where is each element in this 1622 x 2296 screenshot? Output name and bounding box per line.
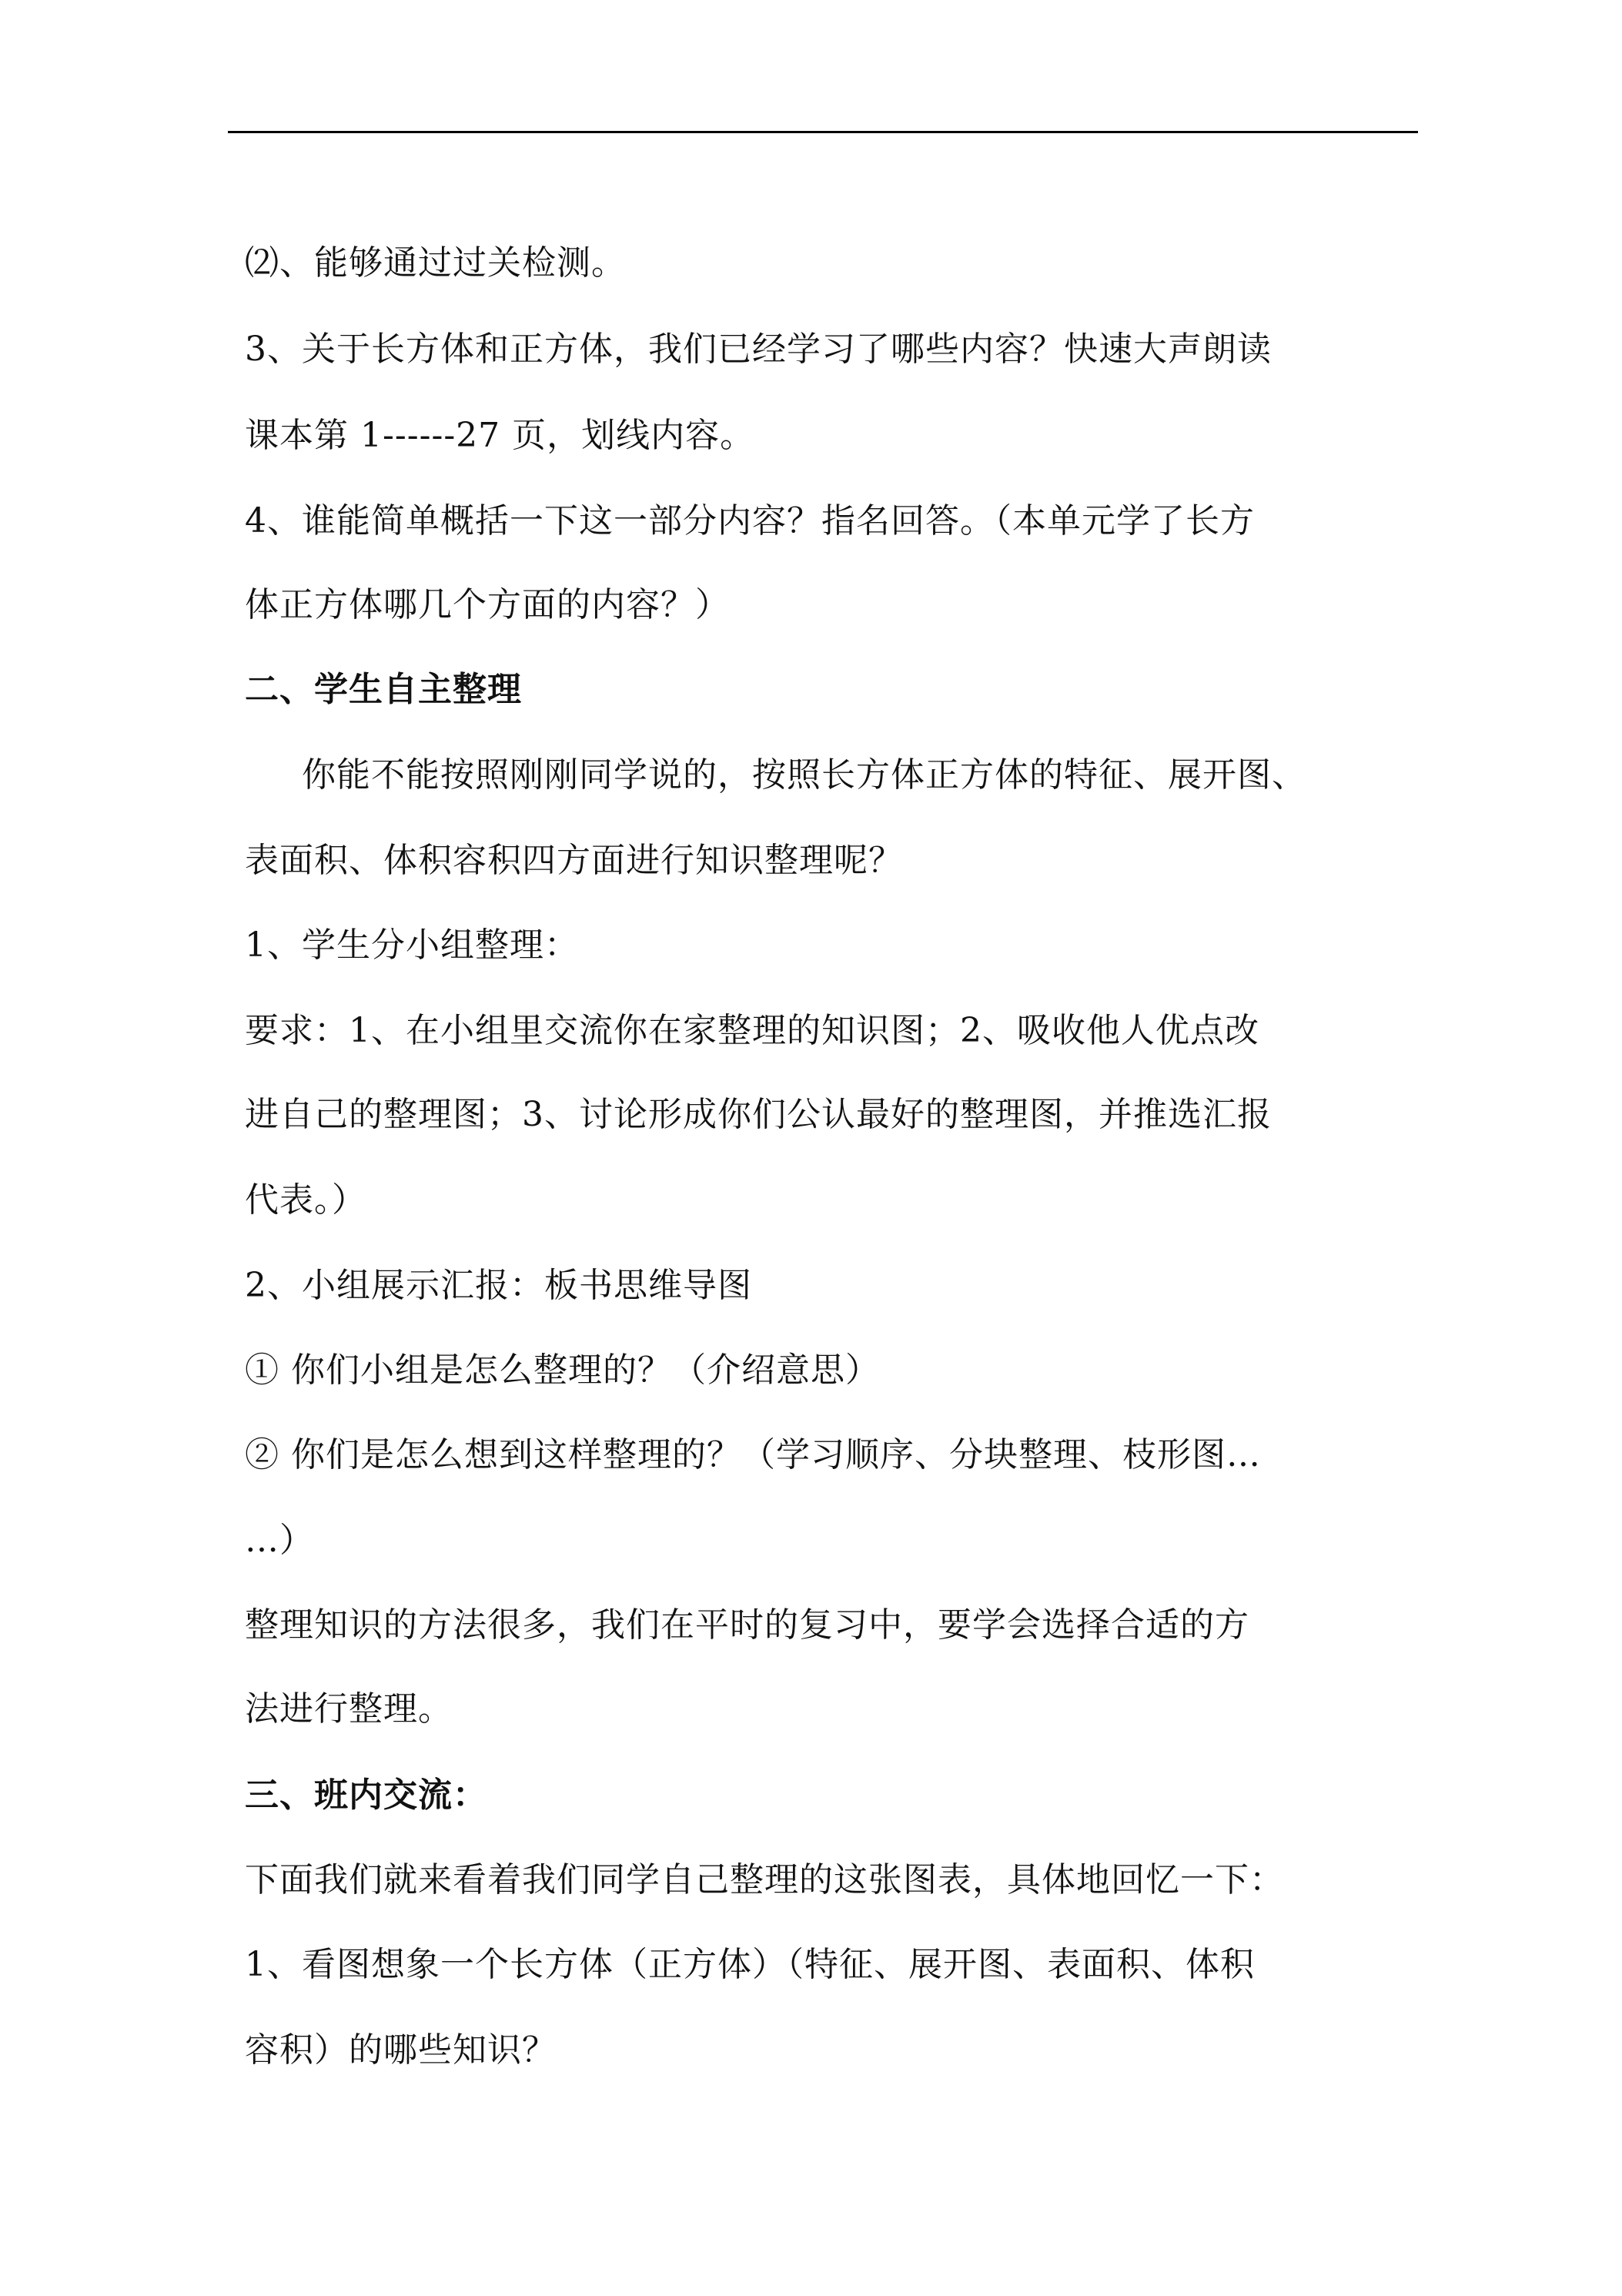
text-line: 整理知识的方法很多，我们在平时的复习中，要学会选择合适的方 — [245, 1605, 1249, 1645]
header-rule — [228, 131, 1418, 133]
text-line: 1、看图想象一个长方体（正方体）（特征、展开图、表面积、体积 — [245, 1945, 1255, 1984]
text-line: 要求：1、在小组里交流你在家整理的知识图；2、吸收他人优点改 — [245, 1011, 1259, 1050]
section-heading: 二、学生自主整理 — [245, 670, 522, 709]
text-line: 法进行整理。 — [245, 1689, 453, 1729]
text-line: 2、小组展示汇报：板书思维导图 — [245, 1266, 752, 1305]
section-heading: 三、班内交流： — [245, 1776, 487, 1815]
text-line: 代表。） — [245, 1180, 366, 1220]
text-line: 课本第 1------27 页，划线内容。 — [245, 416, 755, 455]
text-line: 你能不能按照刚刚同学说的，按照长方体正方体的特征、展开图、 — [302, 755, 1306, 795]
text-line: ① 你们小组是怎么整理的？（介绍意思） — [245, 1350, 880, 1390]
text-line: 3、关于长方体和正方体，我们已经学习了哪些内容？快速大声朗读 — [245, 330, 1272, 369]
text-line: 下面我们就来看着我们同学自己整理的这张图表，具体地回忆一下： — [245, 1860, 1284, 1899]
text-line: ⑵、能够通过过关检测。 — [245, 243, 626, 283]
text-line: 进自己的整理图；3、讨论形成你们公认最好的整理图，并推选汇报 — [245, 1095, 1272, 1134]
text-line: 4、谁能简单概括一下这一部分内容？指名回答。（本单元学了长方 — [245, 501, 1255, 541]
text-line: 表面积、体积容积四方面进行知识整理呢？ — [245, 841, 903, 880]
text-line: 容积）的哪些知识？ — [245, 2030, 557, 2070]
text-line: 体正方体哪几个方面的内容？） — [245, 585, 730, 624]
text-line: ② 你们是怎么想到这样整理的？（学习顺序、分块整理、枝形图… — [245, 1435, 1261, 1474]
text-line: …） — [245, 1521, 314, 1560]
text-line: 1、学生分小组整理： — [245, 925, 579, 965]
